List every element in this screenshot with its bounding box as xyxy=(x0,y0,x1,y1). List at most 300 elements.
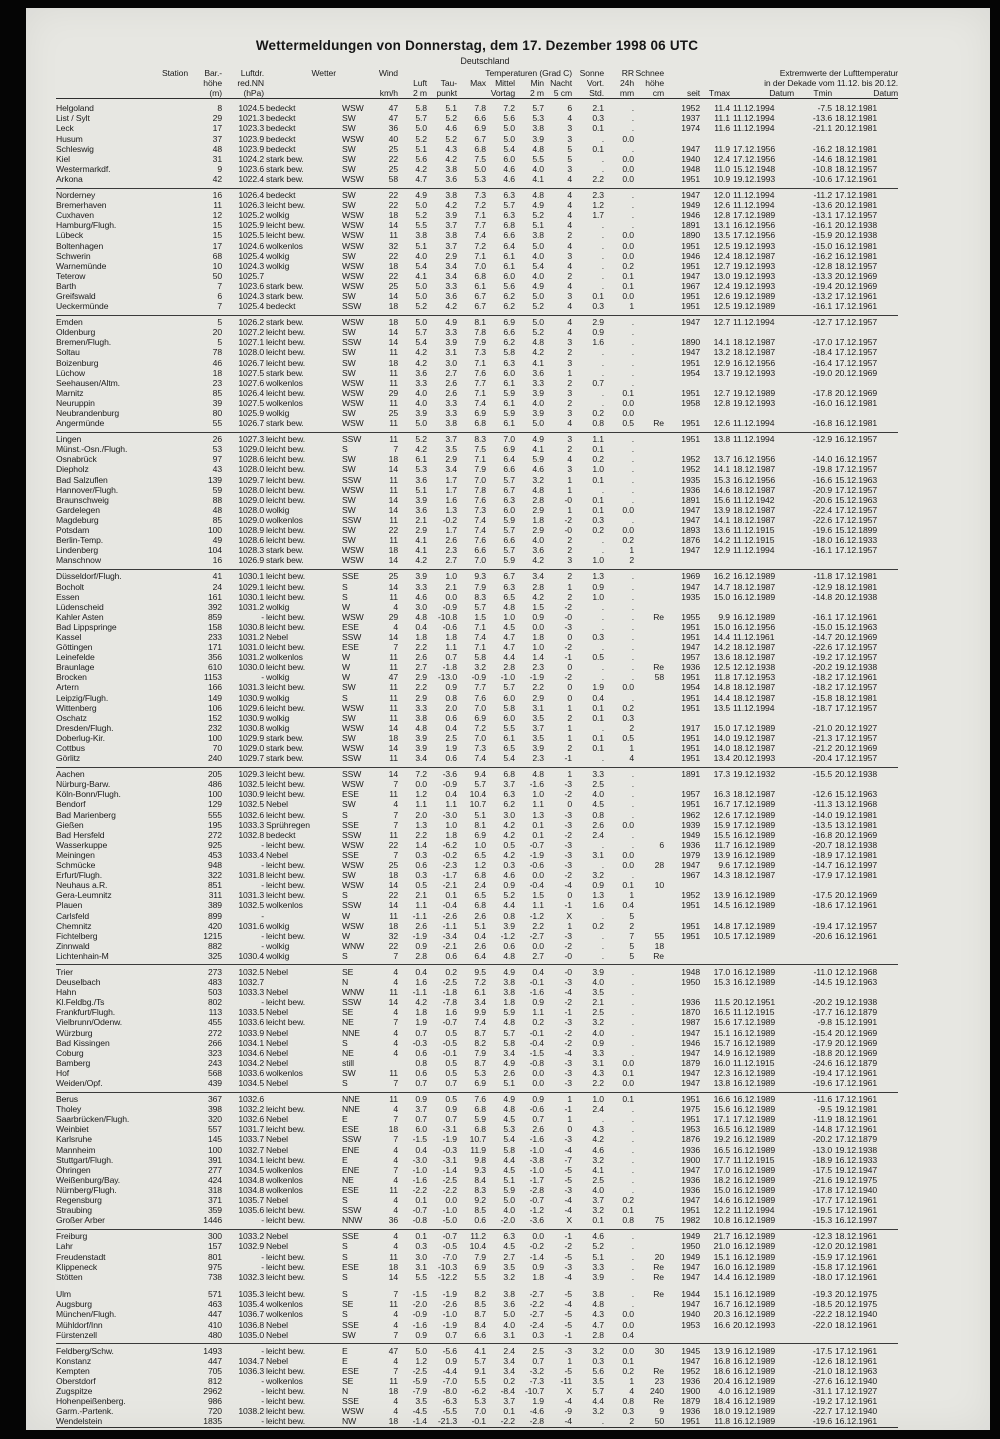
cell-sonne_std: . xyxy=(601,672,604,683)
cell-min_2m: -0.6 xyxy=(529,860,544,871)
cell-tmax_datum xyxy=(730,555,794,565)
cell-max_vortag: 7.7 xyxy=(474,682,486,693)
cell-min_2m: 2.6 xyxy=(532,1124,544,1135)
cell-station: Westermarkdf. xyxy=(56,163,111,174)
cell-wind_richtung: SW xyxy=(342,682,356,693)
cell-luft_2m: -1.9 xyxy=(412,930,427,941)
cell-sonne_std: . xyxy=(601,270,604,281)
cell-hoehe_m: 2962 xyxy=(203,1386,222,1397)
cell-min_2m: 0.9 xyxy=(532,1094,544,1105)
cell-nacht_5cm: -0 xyxy=(564,525,572,536)
cell-tmin xyxy=(794,941,832,951)
cell-wind_richtung: WSW xyxy=(342,220,364,231)
cell-tmax: 13.4 xyxy=(713,753,730,764)
cell-wind_kmh: 4 xyxy=(393,621,398,632)
table-row xyxy=(56,1124,898,1134)
cell-wetter xyxy=(264,271,336,281)
cell-min_2m: 2.3 xyxy=(532,662,544,673)
cell-tmax: 14.8 xyxy=(713,920,730,931)
cell-schneehoehe_cm xyxy=(634,642,664,652)
cell-hoehe_m: 568 xyxy=(207,1067,222,1078)
cell-wind_kmh: 7 xyxy=(393,1134,398,1145)
cell-max_vortag: 7.4 xyxy=(474,230,486,241)
cell-mittel_vortag: 6.1 xyxy=(503,732,515,743)
cell-schneehoehe_cm xyxy=(634,327,664,337)
cell-rr_24h_mm: . xyxy=(631,454,634,465)
cell-min_2m: 1.4 xyxy=(532,652,544,663)
cell-sonne_std: 3.2 xyxy=(592,1345,604,1356)
cell-mittel_vortag: 6.0 xyxy=(503,504,515,515)
cell-nacht_5cm: 3 xyxy=(567,290,572,301)
cell-wind_richtung: WSW xyxy=(342,743,364,753)
cell-min_2m: 0.4 xyxy=(532,966,544,977)
cell-hoehe_m: 975 xyxy=(207,1261,222,1272)
cell-luft_2m: 0.3 xyxy=(415,849,427,860)
cell-mittel_vortag: 6.3 xyxy=(503,494,515,505)
cell-max_vortag: 5.3 xyxy=(474,1396,486,1407)
cell-luftdruck_hpa: 1022.4 xyxy=(238,173,264,184)
station-table-sections xyxy=(56,102,990,1428)
cell-nacht_5cm: 0 xyxy=(567,692,572,703)
cell-nacht_5cm: 4 xyxy=(567,317,572,328)
cell-taupunkt: -0.1 xyxy=(442,1047,457,1058)
cell-tmin: -14.6 xyxy=(812,153,832,164)
cell-max_vortag: 6.1 xyxy=(474,987,486,998)
cell-rr_24h_mm: . xyxy=(631,464,634,475)
cell-seit: 1952 xyxy=(681,454,700,465)
cell-tmin_datum: 17.12.1961 xyxy=(835,301,878,312)
cell-min_2m: -0.1 xyxy=(529,977,544,988)
cell-seit: 1955 xyxy=(681,611,700,622)
cell-taupunkt: -0.7 xyxy=(442,1017,457,1028)
cell-wind_richtung: SW xyxy=(342,327,356,338)
cell-nacht_5cm: -0 xyxy=(564,611,572,622)
cell-seit: 1947 xyxy=(681,1299,700,1310)
cell-taupunkt: -5.5 xyxy=(442,1406,457,1417)
table-row xyxy=(56,1406,898,1416)
cell-luftdruck_hpa: 1033.3 xyxy=(238,819,264,830)
cell-tmin_datum: 16.12.1933 xyxy=(835,535,878,546)
cell-wetter: bedeckt xyxy=(266,133,296,144)
cell-luftdruck_hpa: 1035.7 xyxy=(238,1195,264,1206)
cell-luftdruck_hpa: 1033.4 xyxy=(238,849,264,860)
cell-schneehoehe_cm xyxy=(634,1114,664,1124)
cell-station: Hohenpeißenberg. xyxy=(56,1396,126,1407)
cell-tmax: 14.0 xyxy=(713,743,730,753)
cell-schneehoehe_cm: 58 xyxy=(654,672,664,683)
cell-luft_2m: 4.0 xyxy=(415,397,427,408)
cell-luft_2m: -3.0 xyxy=(412,1154,427,1165)
cell-tmin_datum: 20.12.1938 xyxy=(835,591,878,602)
cell-luft_2m: 1.2 xyxy=(415,789,427,800)
cell-min_2m: 4.1 xyxy=(532,173,544,184)
cell-nacht_5cm: 4 xyxy=(567,301,572,312)
cell-mittel_vortag: 5.1 xyxy=(503,1078,515,1088)
cell-mittel_vortag: 5.1 xyxy=(503,1174,515,1185)
cell-nacht_5cm: 3 xyxy=(567,133,572,144)
cell-hoehe_m: 97 xyxy=(212,454,222,465)
cell-seit: 1936 xyxy=(681,484,700,495)
cell-rr_24h_mm: 1 xyxy=(629,545,634,556)
cell-hoehe_m: 322 xyxy=(207,870,222,881)
cell-min_2m: 1.5 xyxy=(532,601,544,612)
cell-mittel_vortag: -1.2 xyxy=(500,930,515,941)
cell-tmin: -19.4 xyxy=(812,1067,832,1078)
cell-sonne_std: 0.3 xyxy=(592,631,604,642)
cell-seit: 1935 xyxy=(681,591,700,602)
cell-schneehoehe_cm xyxy=(634,154,664,164)
cell-max_vortag: 5.7 xyxy=(474,601,486,612)
cell-max_vortag: 2.6 xyxy=(474,910,486,921)
cell-rr_24h_mm: . xyxy=(631,1271,634,1282)
cell-mittel_vortag: 5.8 xyxy=(503,347,515,358)
cell-luftdruck_hpa: 1034.1 xyxy=(238,1154,264,1165)
cell-luft_2m: 2.0 xyxy=(415,809,427,820)
cell-tmin: -13.5 xyxy=(812,819,832,830)
cell-taupunkt: 1.9 xyxy=(445,743,457,753)
cell-seit: 1945 xyxy=(681,1345,700,1356)
cell-mittel_vortag: 6.3 xyxy=(503,1231,515,1242)
cell-min_2m: 3.6 xyxy=(532,545,544,556)
cell-seit: 1936 xyxy=(681,662,700,673)
cell-mittel_vortag: 6.4 xyxy=(503,454,515,465)
cell-station: Stuttgart/Flugh. xyxy=(56,1154,114,1165)
cell-tmax_datum: 19.12.1993 xyxy=(733,240,776,251)
cell-tmin: -11.6 xyxy=(813,1094,832,1105)
cell-max_vortag: 7.3 xyxy=(474,504,486,515)
cell-rr_24h_mm: 0.2 xyxy=(622,1365,634,1376)
cell-tmin_datum: 18.12.1981 xyxy=(835,581,878,592)
cell-tmin: -12.9 xyxy=(812,581,832,592)
cell-schneehoehe_cm xyxy=(634,682,664,692)
cell-nacht_5cm: -3 xyxy=(564,1078,572,1088)
cell-seit: 1891 xyxy=(681,769,700,780)
cell-tmin_datum: 16.12.1961 xyxy=(835,1416,878,1427)
cell-tmin: -19.4 xyxy=(812,280,832,291)
cell-wind_richtung: SW xyxy=(342,1067,356,1078)
cell-tmin_datum: 16.12.1879 xyxy=(835,1057,878,1068)
cell-hoehe_m: 439 xyxy=(207,1078,222,1088)
cell-tmax_datum: 18.12.1987 xyxy=(733,642,776,653)
cell-sonne_std: 1.0 xyxy=(592,555,604,566)
cell-nacht_5cm: -4 xyxy=(564,880,572,891)
cell-tmax xyxy=(700,880,730,890)
cell-wetter: leicht bew. xyxy=(266,387,306,398)
cell-tmin: -13.6 xyxy=(812,113,832,124)
cell-tmin: -16.1 xyxy=(812,545,832,556)
cell-station: Seehausen/Altm. xyxy=(56,377,120,388)
cell-rr_24h_mm: . xyxy=(631,1241,634,1252)
col-luftdruck: Luftdr. xyxy=(240,68,264,78)
cell-schneehoehe_cm xyxy=(634,1356,664,1366)
cell-taupunkt: 3.3 xyxy=(445,280,457,291)
cell-sonne_std: 5.1 xyxy=(592,1251,604,1262)
cell-luft_2m: 5.0 xyxy=(415,290,427,301)
col-temperaturen: Temperaturen (Grad C) xyxy=(485,68,573,78)
cell-schneehoehe_cm xyxy=(634,693,664,703)
cell-wetter: leicht bew. xyxy=(266,1261,306,1272)
cell-wetter: stark bew. xyxy=(266,545,304,556)
table-row xyxy=(56,1145,898,1155)
cell-tmin_datum: 15.12.1899 xyxy=(835,525,878,536)
cell-station: Münst.-Osn./Flugh. xyxy=(56,444,128,455)
cell-tmax: 16.5 xyxy=(713,1144,730,1155)
cell-mittel_vortag: 5.2 xyxy=(503,890,515,901)
cell-seit: 1950 xyxy=(681,1241,700,1252)
cell-station: Greifswald xyxy=(56,290,96,301)
cell-nacht_5cm: 1 xyxy=(567,722,572,733)
cell-wind_richtung: SW xyxy=(342,504,356,515)
cell-luft_2m: 5.0 xyxy=(415,280,427,291)
cell-mittel_vortag: 6.6 xyxy=(503,327,515,338)
cell-sonne_std: . xyxy=(601,153,604,164)
cell-station: Hannover/Flugh. xyxy=(56,484,119,495)
cell-wind_richtung: SSW xyxy=(342,753,362,764)
cell-sonne_std: 0.7 xyxy=(592,377,604,388)
cell-tmax: 16.8 xyxy=(713,1355,730,1366)
cell-luftdruck_hpa: 1028.9 xyxy=(238,525,264,536)
cell-station: Aachen xyxy=(56,769,85,780)
cell-wetter: leicht bew. xyxy=(266,880,306,891)
cell-mittel_vortag: 6.3 xyxy=(503,210,515,221)
col-taupunkt: Tau- xyxy=(440,78,457,89)
cell-wind_richtung: SE xyxy=(342,1299,354,1310)
cell-station: Öhringen xyxy=(56,1164,91,1175)
cell-wind_kmh: 11 xyxy=(389,418,398,429)
cell-luftdruck_hpa: 1029.0 xyxy=(238,494,264,505)
cell-tmax_datum: 11.12.1915 xyxy=(733,535,775,546)
cell-wetter: wolkenlos xyxy=(266,1299,303,1310)
cell-hoehe_m: 557 xyxy=(207,1124,222,1135)
cell-seit: 1951 xyxy=(681,920,700,931)
cell-mittel_vortag: 4.7 xyxy=(503,631,515,642)
cell-luftdruck_hpa: 1033.7 xyxy=(238,1134,264,1145)
cell-nacht_5cm: -5 xyxy=(564,1164,572,1175)
cell-seit: 1951 xyxy=(681,173,700,184)
cell-min_2m: 5.4 xyxy=(532,260,544,271)
cell-taupunkt: 3.8 xyxy=(445,418,457,429)
cell-max_vortag: 10.7 xyxy=(469,799,486,810)
cell-max_vortag: 5.3 xyxy=(474,173,486,184)
cell-max_vortag: 7.0 xyxy=(474,555,486,566)
cell-nacht_5cm: 0 xyxy=(567,1124,572,1135)
cell-tmax_datum: 16.12.1989 xyxy=(733,1037,776,1048)
cell-wind_richtung: SE xyxy=(342,1376,354,1387)
cell-min_2m: 4.9 xyxy=(532,434,544,445)
cell-wind_richtung: S xyxy=(342,890,348,901)
cell-wind_kmh: 14 xyxy=(388,743,398,753)
cell-wetter: stark bew. xyxy=(266,163,304,174)
cell-tmin_datum: 17.12.1961 xyxy=(835,290,878,301)
cell-max_vortag: 7.1 xyxy=(474,621,486,632)
cell-seit: 1946 xyxy=(681,1037,700,1048)
cell-seit: 1936 xyxy=(681,1144,700,1155)
cell-nacht_5cm: -2 xyxy=(564,514,572,525)
cell-nacht_5cm: -3 xyxy=(564,1067,572,1078)
cell-min_2m: 5.0 xyxy=(532,418,544,429)
cell-rr_24h_mm: . xyxy=(631,779,634,790)
cell-wetter: Nebel xyxy=(266,1231,288,1242)
cell-tmin: -16.1 xyxy=(812,301,832,312)
cell-luft_2m: 5.5 xyxy=(415,220,427,231)
cell-seit: 1876 xyxy=(681,535,700,546)
cell-tmax_datum xyxy=(730,1330,794,1340)
cell-station: Oldenburg xyxy=(56,327,96,338)
cell-max_vortag: 7.3 xyxy=(474,190,486,201)
cell-wetter: leicht bew. xyxy=(266,839,306,850)
cell-wind_kmh: 7 xyxy=(393,444,398,455)
cell-seit: 1953 xyxy=(681,1319,700,1330)
cell-tmin: -19.6 xyxy=(812,1078,832,1088)
cell-tmin xyxy=(794,134,832,144)
cell-wind_kmh: 4 xyxy=(393,1319,398,1330)
cell-rr_24h_mm: 0.5 xyxy=(622,418,634,429)
cell-seit: 1940 xyxy=(681,1309,700,1320)
cell-schneehoehe_cm xyxy=(634,1038,664,1048)
cell-wetter: Nebel xyxy=(266,966,288,977)
cell-wetter: leicht bew. xyxy=(266,1386,306,1397)
cell-tmax_datum xyxy=(730,602,794,612)
cell-schneehoehe_cm xyxy=(634,102,664,114)
cell-sonne_std: . xyxy=(601,722,604,733)
cell-wind_richtung: S xyxy=(342,1271,348,1282)
cell-min_2m: 1.1 xyxy=(532,799,544,810)
cell-wind_richtung: NE xyxy=(342,1017,354,1028)
cell-wind_kmh: 11 xyxy=(389,397,398,408)
table-row xyxy=(56,220,898,230)
table-row xyxy=(56,271,898,281)
cell-tmax_datum: 17.12.1956 xyxy=(733,230,776,241)
col-tmax: Tmax xyxy=(708,88,731,99)
cell-wind_kmh: 18 xyxy=(388,260,398,271)
cell-min_2m: 0.0 xyxy=(532,870,544,881)
cell-luftdruck_hpa: 1034.7 xyxy=(238,1355,264,1366)
cell-seit: 1951 xyxy=(681,631,700,642)
cell-luftdruck_hpa: 1030.9 xyxy=(238,789,264,800)
cell-max_vortag: 7.4 xyxy=(474,753,486,764)
cell-rr_24h_mm: . xyxy=(631,377,634,388)
cell-taupunkt: 1.1 xyxy=(445,642,457,653)
cell-min_2m: -1.6 xyxy=(529,1134,544,1145)
cell-tmax: 14.4 xyxy=(713,631,730,642)
cell-tmax: 13.0 xyxy=(713,270,730,281)
cell-taupunkt: 0.9 xyxy=(445,1355,457,1366)
cell-luftdruck_hpa: 1034.8 xyxy=(238,1174,264,1185)
cell-sonne_std: 4.6 xyxy=(592,1144,604,1155)
cell-luftdruck_hpa: 1032.7 xyxy=(238,1144,264,1155)
cell-tmax_datum: 11.12.1915 xyxy=(733,1007,775,1018)
cell-schneehoehe_cm xyxy=(634,1145,664,1155)
cell-luftdruck_hpa: - xyxy=(261,1396,264,1407)
cell-tmax_datum: 12.12.1938 xyxy=(733,662,776,673)
cell-rr_24h_mm: . xyxy=(631,662,634,673)
cell-sonne_std: 2.3 xyxy=(592,190,604,201)
cell-tmin_datum: 15.12.1963 xyxy=(835,789,878,800)
cell-wetter: stark bew. xyxy=(266,173,304,184)
cell-sonne_std: 3.8 xyxy=(592,1289,604,1300)
cell-nacht_5cm: -3 xyxy=(564,1261,572,1272)
cell-taupunkt: -3.1 xyxy=(442,1154,457,1165)
cell-max_vortag: 7.8 xyxy=(474,103,486,114)
table-row xyxy=(56,102,898,114)
cell-luftdruck_hpa: 1024.3 xyxy=(238,260,264,271)
cell-wetter: bedeckt xyxy=(266,143,296,154)
cell-taupunkt: -1.0 xyxy=(442,1309,457,1320)
cell-taupunkt: 0.4 xyxy=(445,789,457,800)
cell-wind_kmh: 36 xyxy=(388,123,398,134)
cell-tmin_datum: 17.12.1879 xyxy=(835,1134,878,1145)
cell-luftdruck_hpa: 1031.0 xyxy=(238,642,264,653)
cell-mittel_vortag: 6.2 xyxy=(503,301,515,312)
cell-max_vortag: 8.3 xyxy=(474,1184,486,1195)
cell-hoehe_m: 447 xyxy=(207,1355,222,1366)
cell-wind_richtung: SW xyxy=(342,113,356,124)
cell-nacht_5cm: -4 xyxy=(564,1195,572,1206)
cell-wind_richtung: SSW xyxy=(342,514,362,525)
cell-luft_2m: 2.2 xyxy=(415,642,427,653)
cell-schneehoehe_cm: 75 xyxy=(654,1215,664,1226)
cell-hoehe_m: 480 xyxy=(207,1329,222,1340)
table-row xyxy=(56,1185,898,1195)
cell-max_vortag: 3.4 xyxy=(474,997,486,1008)
cell-mittel_vortag: 6.6 xyxy=(503,464,515,475)
cell-wind_richtung: S xyxy=(342,444,348,455)
cell-hoehe_m: 5 xyxy=(217,317,222,328)
cell-tmin_datum: 17.12.1957 xyxy=(835,484,878,495)
cell-hoehe_m: 318 xyxy=(207,1184,222,1195)
cell-station: Magdeburg xyxy=(56,514,99,525)
cell-min_2m: 0.7 xyxy=(532,1114,544,1125)
cell-luftdruck_hpa: 1026.4 xyxy=(238,190,264,201)
table-row xyxy=(56,911,898,921)
cell-station: Bremerhaven xyxy=(56,200,107,211)
table-row xyxy=(56,870,898,880)
cell-luftdruck_hpa: 1031.3 xyxy=(238,890,264,901)
cell-wind_kmh: 22 xyxy=(388,250,398,261)
cell-tmax: 16.5 xyxy=(713,1007,730,1018)
cell-wind_kmh: 11 xyxy=(389,514,398,525)
cell-max_vortag: 6.1 xyxy=(474,280,486,291)
cell-min_2m: 2.2 xyxy=(532,682,544,693)
cell-min_2m: 0.0 xyxy=(532,1078,544,1088)
cell-tmax_datum: 19.12.1993 xyxy=(733,397,776,408)
cell-tmin_datum: 17.12.1961 xyxy=(835,1205,878,1216)
table-row xyxy=(56,1376,898,1386)
cell-luftdruck_hpa: 1027.5 xyxy=(238,397,264,408)
cell-wind_richtung: SW xyxy=(342,163,356,174)
cell-luftdruck_hpa: 1024.3 xyxy=(238,290,264,301)
cell-schneehoehe_cm xyxy=(634,799,664,809)
cell-max_vortag: 6.8 xyxy=(474,143,486,154)
cell-wind_kmh: 11 xyxy=(389,662,398,673)
cell-wind_richtung: SW xyxy=(342,153,356,164)
cell-seit: 1952 xyxy=(681,1365,700,1376)
cell-tmax_datum: 20.12.1993 xyxy=(733,753,776,764)
cell-nacht_5cm: 4 xyxy=(567,113,572,124)
cell-taupunkt: 3.6 xyxy=(445,173,457,184)
cell-rr_24h_mm: . xyxy=(631,652,634,663)
cell-max_vortag: 0.4 xyxy=(474,930,486,941)
cell-hoehe_m: 9 xyxy=(217,163,222,174)
cell-tmax: 12.7 xyxy=(713,317,730,328)
cell-tmax_datum: 16.12.1989 xyxy=(733,1067,776,1078)
cell-rr_24h_mm: 0.2 xyxy=(622,535,634,546)
cell-wind_richtung: WSW xyxy=(342,230,364,241)
col-tmin-datum: Datum xyxy=(873,88,899,99)
cell-wetter: leicht bew. xyxy=(266,1104,306,1115)
cell-tmin_datum: 17.12.1981 xyxy=(835,571,878,582)
cell-rr_24h_mm: . xyxy=(631,434,634,445)
